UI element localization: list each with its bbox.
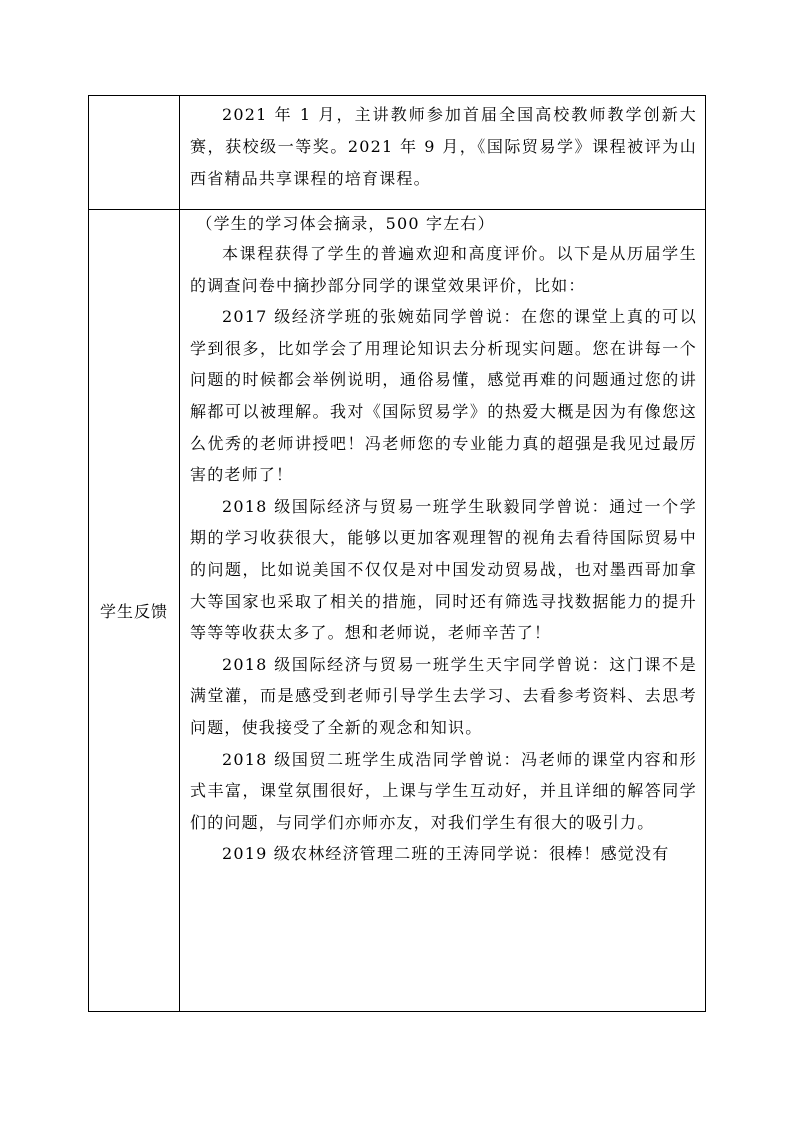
document-table xyxy=(88,95,706,1012)
table-row-feedback xyxy=(89,210,706,1012)
feedback-paragraph-intro: 本课程获得了学生的普遍欢迎和高度评价。以下是从历届学生的调查问卷中摘抄部分同学的课堂效果评价，比如： xyxy=(190,244,697,295)
feedback-paragraph-chenghao: 2018 级国贸二班学生成浩同学曾说：冯老师的课堂内容和形式丰富，课堂氛围很好，上课与学生互动好，并且详细的解答同学们的问题，与同学们亦师亦友，对我们学生有很大的吸引力。 xyxy=(190,749,697,832)
awards-cell xyxy=(180,96,706,210)
feedback-cell xyxy=(180,210,706,1012)
feedback-note: （学生的学习体会摘录，500 字左右） xyxy=(196,214,495,233)
feedback-paragraph-geng: 2018 级国际经济与贸易一班学生耿毅同学曾说：通过一个学期的学习收获很大，能够以更加客观理智的视角去看待国际贸易中的问题，比如说美国不仅仅是对中国发动贸易战，也对墨西哥加拿大等国家也采取了相关的措施，同时还有筛选寻找数据能力的提升等等等收获太多了。想和老师说，老师辛苦了！ xyxy=(190,496,697,643)
feedback-paragraph-wangtao: 2019 级农林经济管理二班的王涛同学说：很棒！感觉没有 xyxy=(222,844,670,864)
feedback-paragraph-tianyu: 2018 级国际经济与贸易一班学生天宇同学曾说：这门课不是满堂灌，而是感受到老师引导学生去学习、去看参考资料、去思考问题，使我接受了全新的观念和知识。 xyxy=(190,654,697,737)
label-cell-empty xyxy=(89,96,180,210)
awards-paragraph: 2021 年 1 月，主讲教师参加首届全国高校教师教学创新大赛，获校级一等奖。2021 年 9 月，《国际贸易学》课程被评为山西省精品共享课程的培育课程。 xyxy=(190,105,697,188)
feedback-label: 学生反馈 xyxy=(99,602,168,621)
table-row-awards xyxy=(89,96,706,210)
feedback-label-cell xyxy=(89,210,180,1012)
feedback-paragraph-zhang: 2017 级经济学班的张婉茹同学曾说：在您的课堂上真的可以学到很多，比如学会了用理论知识去分析现实问题。您在讲每一个问题的时候都会举例说明，通俗易懂，感觉再难的问题通过您的讲解都可以被理解。我对《国际贸易学》的热爱大概是因为有像您这么优秀的老师讲授吧！冯老师您的专业能力真的超强是我见过最厉害的老师了！ xyxy=(190,307,697,485)
